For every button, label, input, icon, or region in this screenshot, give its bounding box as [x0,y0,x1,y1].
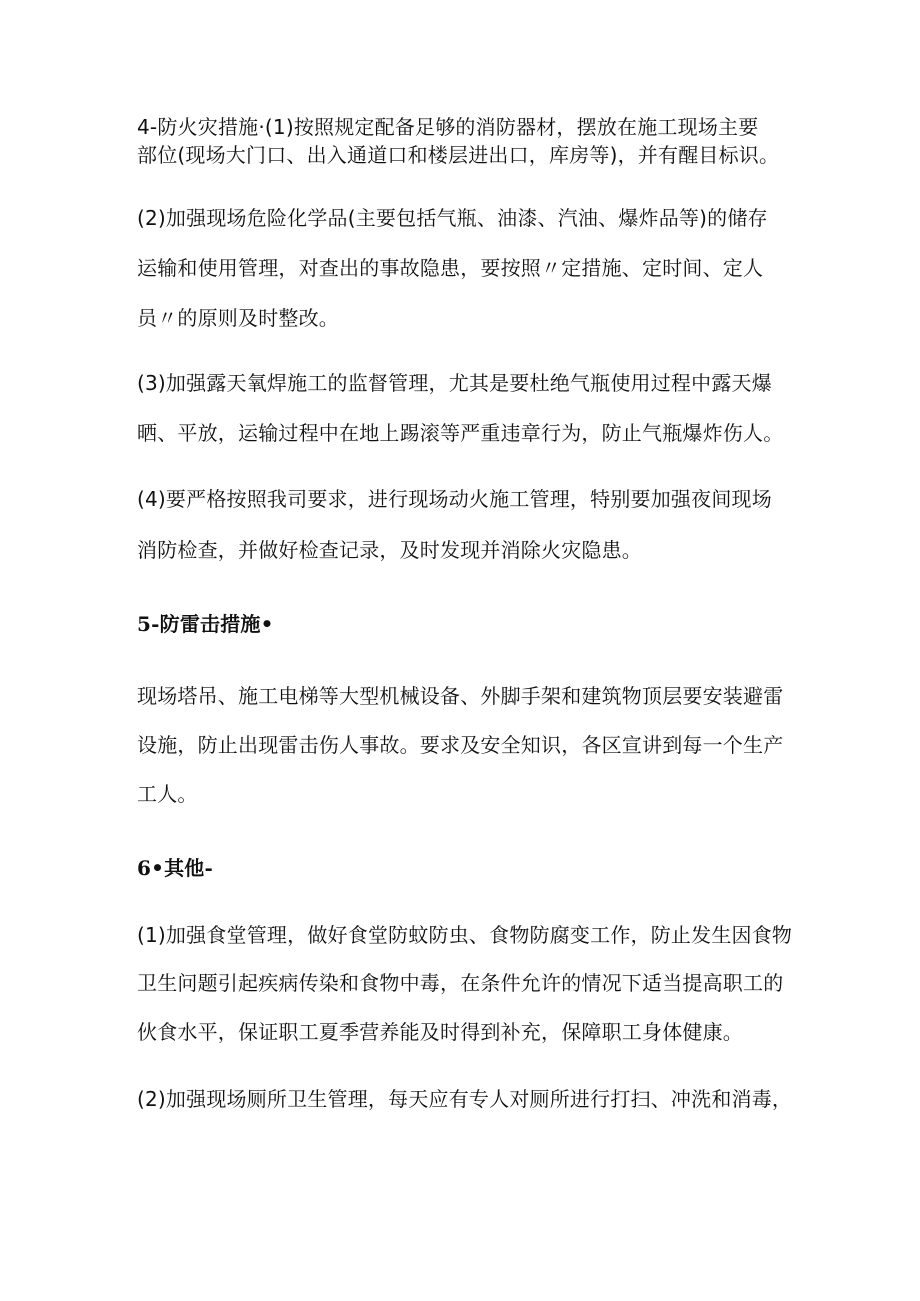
paragraph-line: 卫生问题引起疾病传染和食物中毒，在条件允许的情况下适当提高职工的 [137,971,784,995]
paragraph-line: 4-防火灾措施·(1)按照规定配备足够的消防器材，摆放在施工现场主要 [137,115,759,139]
paragraph-line: 员〃的原则及时整改。 [137,306,339,330]
paragraph-line: 工人。 [137,782,198,806]
paragraph-line: 部位(现场大门口、出入通道口和楼层进出口，库房等)，并有醒目标识。 [137,143,780,167]
paragraph-line: (2)加强现场厕所卫生管理，每天应有专人对厕所进行打扫、冲洗和消毒， [137,1087,793,1111]
paragraph-line: (1)加强食堂管理，做好食堂防蚊防虫、食物防腐变工作，防止发生因食物 [137,923,793,947]
paragraph-line: 晒、平放，运输过程中在地上踢滚等严重违章行为，防止气瓶爆炸伤人。 [137,421,784,445]
paragraph-line: (3)加强露天氧焊施工的监督管理，尤其是要杜绝气瓶使用过程中露天爆 [137,371,772,395]
paragraph-line: 消防检查，并做好检查记录，及时发现并消除火灾隐患。 [137,538,642,562]
paragraph-line: 伙食水平，保证职工夏季营养能及时得到补充，保障职工身体健康。 [137,1020,743,1044]
paragraph-line: (4)要严格按照我司要求，进行现场动火施工管理，特别要加强夜间现场 [137,487,772,511]
paragraph-line: 现场塔吊、施工电梯等大型机械设备、外脚手架和建筑物顶层要安装避雷 [137,684,784,708]
section-heading: 5-防雷击措施• [137,612,274,636]
paragraph-line: 设施，防止出现雷击伤人事故。要求及安全知识，各区宣讲到每一个生产 [137,733,784,757]
section-heading: 6•其他- [137,856,213,880]
paragraph-line: (2)加强现场危险化学品(主要包括气瓶、油漆、汽油、爆炸品等)的储存 [137,206,768,230]
paragraph-line: 运输和使用管理，对查出的事故隐患，要按照〃定措施、定时间、定人 [137,256,764,280]
